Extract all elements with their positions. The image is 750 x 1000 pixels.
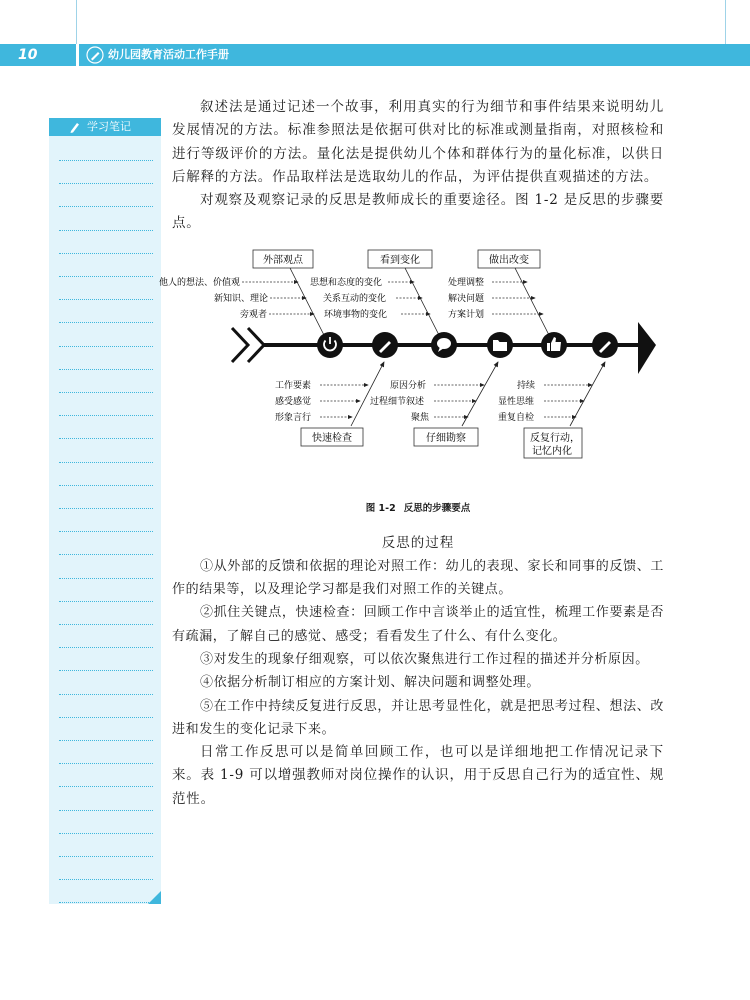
label-focus: 聚焦 bbox=[411, 412, 430, 423]
closing-paragraph: 日常工作反思可以是简单回顾工作，也可以是详细地把工作情况记录下来。表 1-9 可以增强教师对岗位操作的认识，用于反思自己行为的适宜性、规范性。 bbox=[172, 744, 664, 807]
label-feelings: 感受感觉 bbox=[275, 396, 312, 407]
figure-caption bbox=[172, 500, 664, 514]
header-vertical-line bbox=[76, 0, 77, 44]
note-line bbox=[59, 299, 153, 300]
process-item: ③对发生的现象仔细观察，可以依次聚焦进行工作过程的描述并分析原因。 bbox=[200, 651, 649, 667]
note-line bbox=[59, 369, 153, 370]
label-cause-analysis: 原因分析 bbox=[390, 380, 427, 391]
note-line bbox=[59, 438, 153, 439]
pencil-hand-icon bbox=[86, 46, 104, 64]
note-line bbox=[59, 554, 153, 555]
label-continue: 持续 bbox=[517, 380, 536, 391]
process-item: ⑤在工作中持续反复进行反思，并让思考显性化，就是把思考过程、想法、改进和发生的变化记录下来。 bbox=[172, 698, 664, 737]
page-header bbox=[0, 44, 750, 66]
note-line bbox=[59, 415, 153, 416]
bone-quick-check bbox=[351, 362, 384, 426]
figure-caption-number: 图 1-2 bbox=[365, 502, 396, 514]
folder-icon bbox=[487, 332, 513, 358]
note-line bbox=[59, 717, 153, 718]
note-line bbox=[59, 392, 153, 393]
intro-paragraph: 叙述法是通过记述一个故事，利用真实的行为细节和事件结果来说明幼儿发展情况的方法。标准参照法是依据可供对比的标准或测量指南，对照核检和进行等级评价的方法。量化法是提供幼儿个体和群体行为的量化标准，以供日后解释的方法。作品取样法是选取幼儿的作品，为评估提供直观描述的方法。 bbox=[172, 99, 664, 185]
bone-see-change bbox=[405, 268, 442, 341]
note-line bbox=[59, 276, 153, 277]
label-behavior: 形象言行 bbox=[275, 412, 312, 423]
sidebar-corner bbox=[148, 891, 161, 904]
note-line bbox=[59, 694, 153, 695]
figure-caption-text: 反思的步骤要点 bbox=[403, 502, 471, 514]
box-repeat-action-label-line2: 记忆内化 bbox=[532, 445, 572, 457]
label-bystander: 旁观者 bbox=[239, 309, 267, 320]
box-repeat-action-label-line1: 反复行动， bbox=[530, 432, 580, 444]
note-line bbox=[59, 160, 153, 161]
note-line bbox=[59, 902, 153, 903]
bone-careful-survey bbox=[462, 362, 498, 426]
label-plan: 方案计划 bbox=[448, 309, 485, 320]
label-work-elements: 工作要素 bbox=[275, 380, 312, 391]
header-vertical-line bbox=[725, 0, 726, 44]
book-title: 幼儿园教育活动工作手册 bbox=[108, 48, 229, 61]
page-number: 10 bbox=[18, 47, 38, 63]
note-line bbox=[59, 508, 153, 509]
note-line bbox=[59, 763, 153, 764]
note-line bbox=[59, 346, 153, 347]
header-separator bbox=[76, 44, 79, 66]
bone-make-change bbox=[515, 268, 552, 341]
study-notes-title: 学习笔记 bbox=[87, 120, 131, 133]
pencil-icon bbox=[592, 332, 618, 358]
box-quick-check-label: 快速检查 bbox=[312, 432, 352, 444]
box-careful-survey-label: 仔细勘察 bbox=[426, 432, 466, 444]
note-line bbox=[59, 624, 153, 625]
process-item: ④依据分析制订相应的方案计划、解决问题和调整处理。 bbox=[200, 675, 541, 691]
section-title: 反思的过程 bbox=[381, 534, 455, 551]
reflection-fishbone-diagram bbox=[158, 238, 664, 500]
note-line bbox=[59, 670, 153, 671]
box-external-view-label: 外部观点 bbox=[263, 254, 303, 266]
label-thought-change: 思想和态度的变化 bbox=[310, 277, 383, 288]
note-line bbox=[59, 485, 153, 486]
spine-tail-chevron bbox=[232, 328, 248, 362]
process-item: ①从外部的反馈和依据的理论对照工作：幼儿的表现、家长和同事的反馈、工作的结果等，以及理论学习都是我们对照工作的关键点。 bbox=[172, 558, 664, 598]
bone-repeat-action bbox=[570, 362, 605, 426]
intro-paragraph: 对观察及观察记录的反思是教师成长的重要途径。图 1-2 是反思的步骤要点。 bbox=[172, 192, 664, 232]
note-line bbox=[59, 578, 153, 579]
note-line bbox=[59, 322, 153, 323]
note-line bbox=[59, 206, 153, 207]
note-line bbox=[59, 531, 153, 532]
box-make-change-label: 做出改变 bbox=[489, 254, 529, 266]
label-process-narration: 过程细节叙述 bbox=[370, 396, 425, 407]
thumbs-up-icon bbox=[541, 332, 567, 358]
spine-arrowhead bbox=[638, 322, 656, 374]
label-environment-change: 环境事物的变化 bbox=[324, 309, 388, 320]
process-item: ②抓住关键点，快速检查：回顾工作中言谈举止的适宜性，梳理工作要素是否有疏漏，了解自己的感觉、感受；看看发生了什么、有什么变化。 bbox=[172, 605, 664, 644]
label-relation-change: 关系互动的变化 bbox=[323, 293, 387, 304]
box-see-change-label: 看到变化 bbox=[380, 254, 420, 266]
label-new-knowledge: 新知识、理论 bbox=[213, 293, 268, 304]
note-line bbox=[59, 833, 153, 834]
note-line bbox=[59, 462, 153, 463]
label-explicit-thinking: 显性思维 bbox=[498, 396, 535, 407]
main-content bbox=[158, 96, 664, 811]
study-notes-sidebar bbox=[49, 118, 161, 904]
label-self-check: 重复自检 bbox=[498, 412, 535, 423]
note-line bbox=[59, 253, 153, 254]
pencil-icon bbox=[372, 332, 398, 358]
pen-icon bbox=[69, 121, 80, 133]
note-line bbox=[59, 647, 153, 648]
note-line bbox=[59, 601, 153, 602]
note-line bbox=[59, 856, 153, 857]
label-solve: 解决问题 bbox=[448, 293, 485, 304]
label-adjust: 处理调整 bbox=[448, 277, 485, 288]
note-line bbox=[59, 230, 153, 231]
note-line bbox=[59, 183, 153, 184]
power-icon bbox=[317, 332, 343, 358]
note-line bbox=[59, 786, 153, 787]
note-line bbox=[59, 879, 153, 880]
speech-bubble-icon bbox=[431, 332, 457, 358]
note-line bbox=[59, 740, 153, 741]
spine-tail-chevron bbox=[248, 328, 264, 362]
label-others-ideas: 他人的想法、价值观 bbox=[158, 277, 240, 288]
note-line bbox=[59, 810, 153, 811]
study-notes-header bbox=[49, 118, 161, 136]
